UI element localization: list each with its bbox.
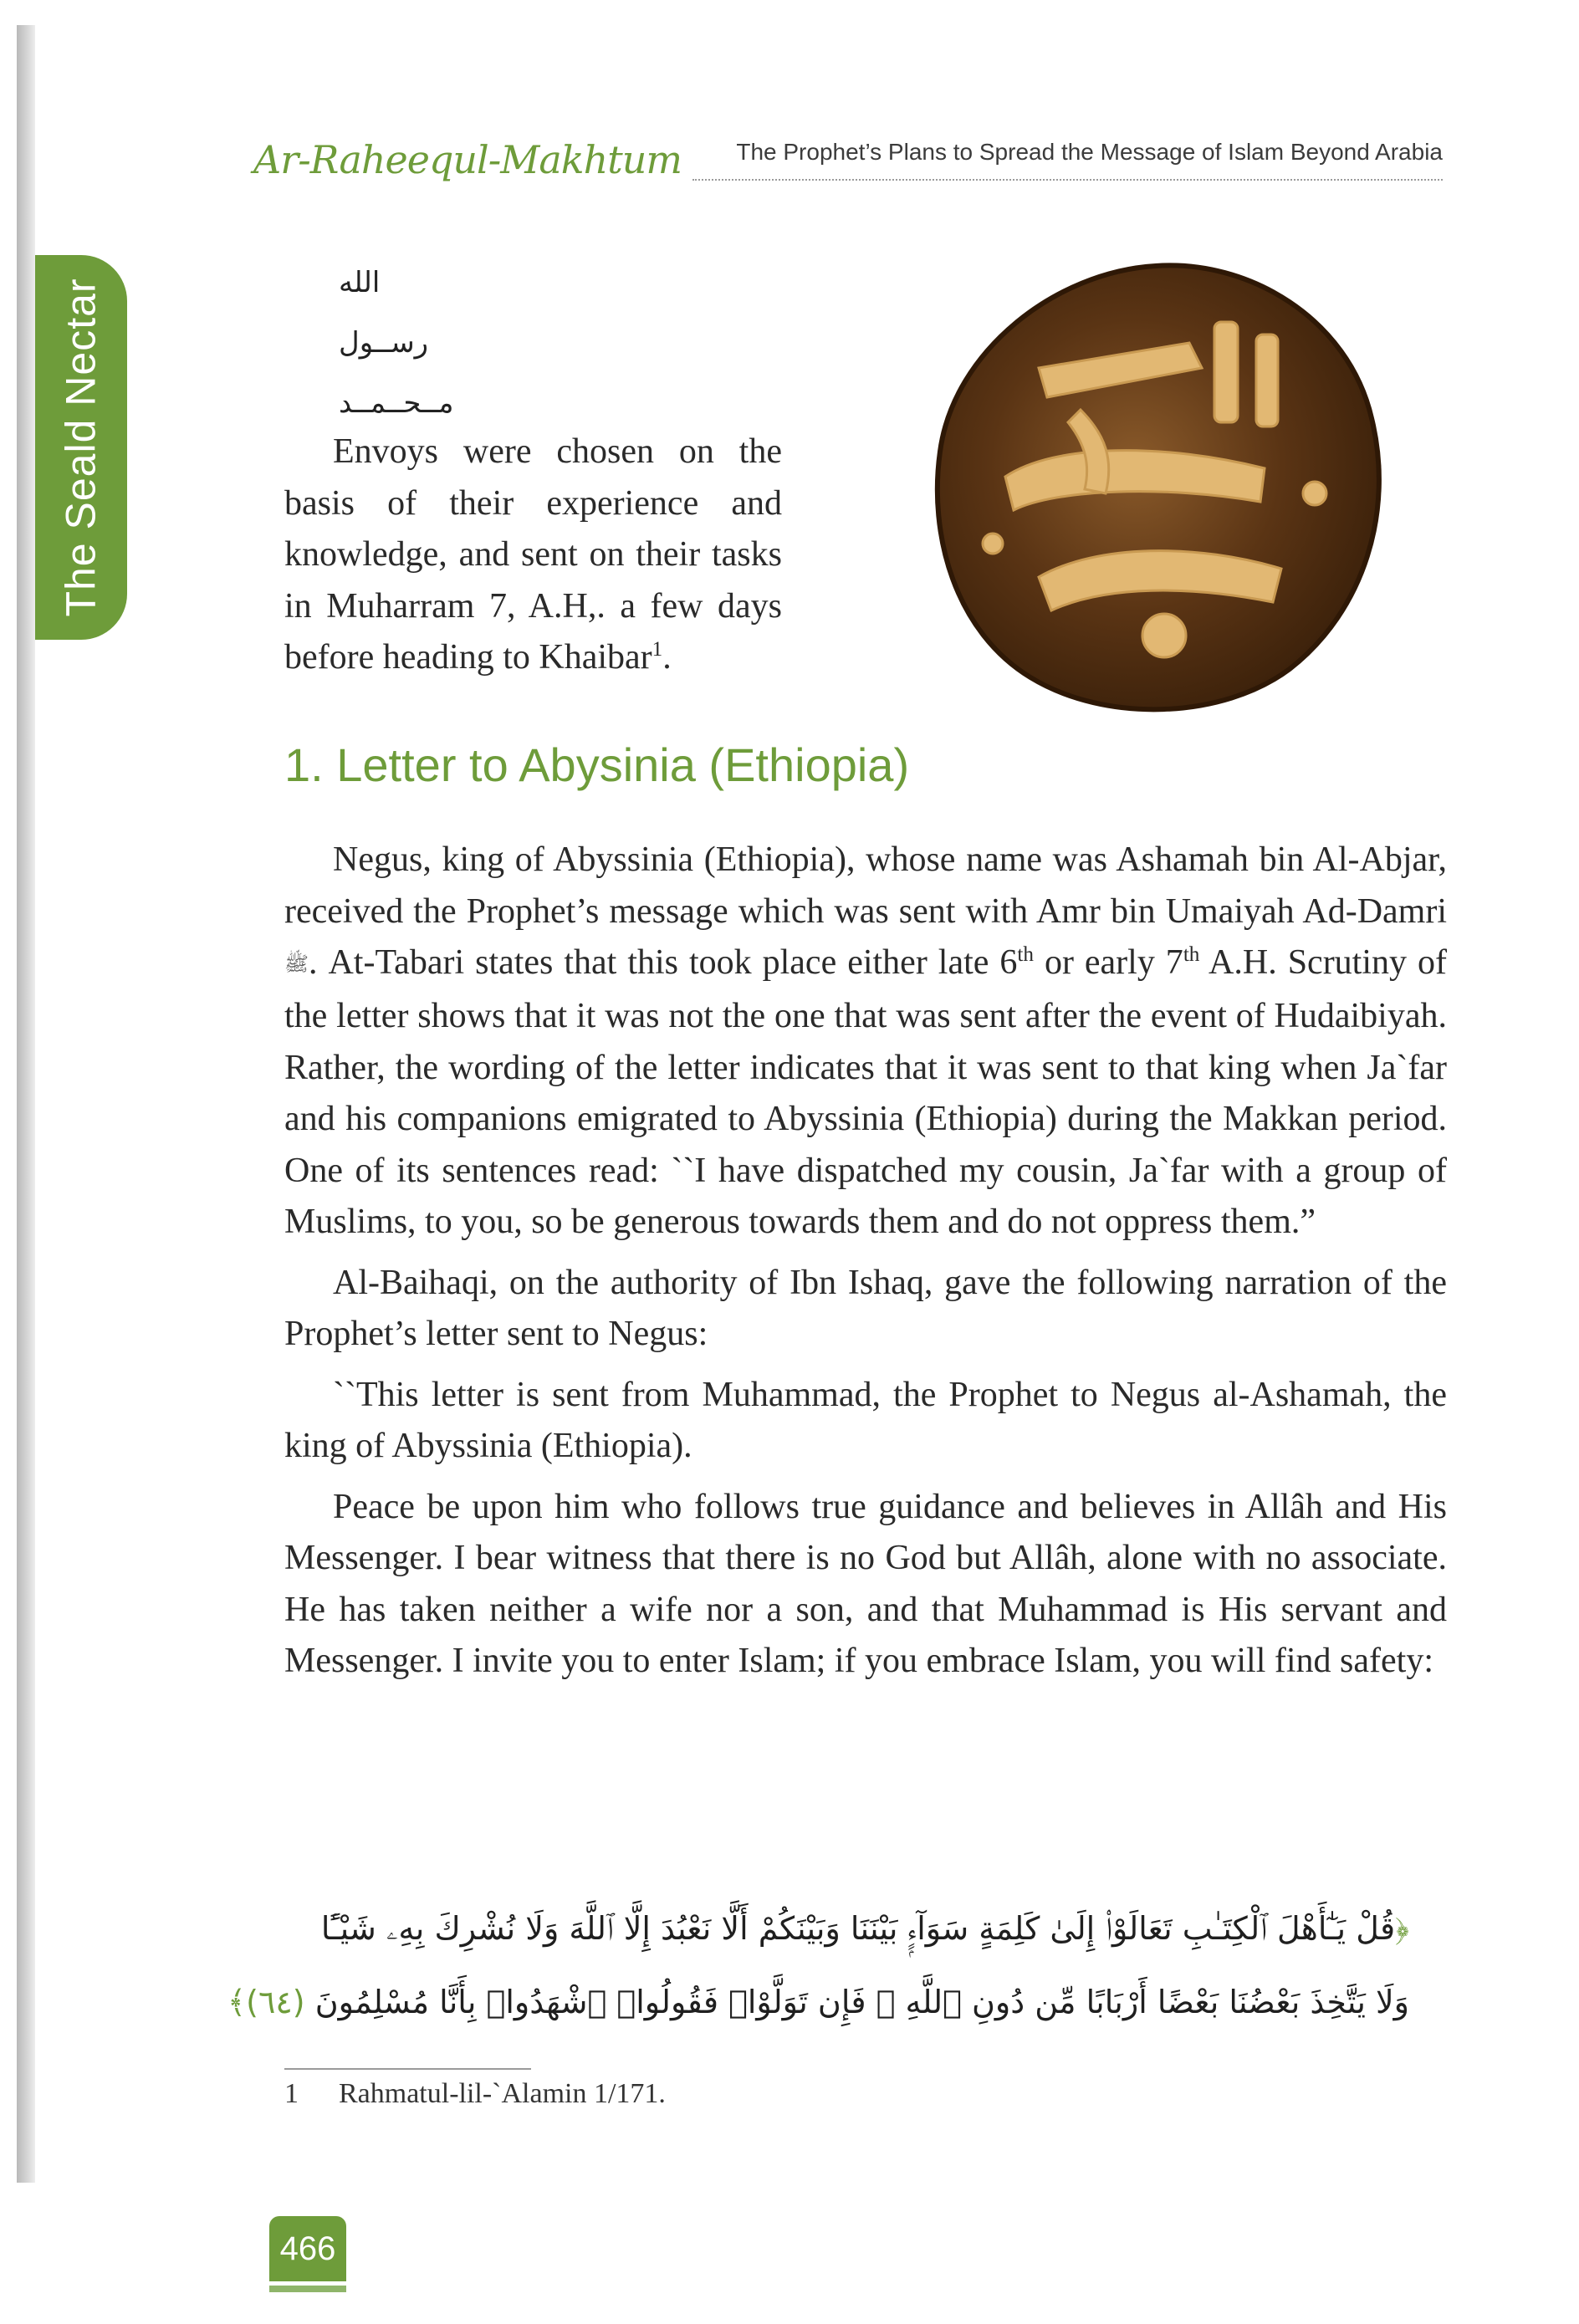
page-number-badge — [269, 2216, 346, 2281]
left-margin-rule — [17, 25, 35, 2183]
intro-end: . — [662, 638, 672, 677]
ayah-number: ٦٤ — [258, 1984, 293, 2020]
body-paragraph-2: Al-Baihaqi, on the authority of Ibn Ishaq, gave the following narration of the Prophet’s letter sent to Negus: — [284, 1263, 1447, 1354]
book-title-vertical: The Seald Nectar — [58, 278, 105, 617]
verse-line-2-text: وَلَا يَتَّخِذَ بَعْضُنَا بَعْضًا أَرْبَابًا مِّن دُونِ ٱللَّهِ ۚ فَإِن تَوَلَّوْا۟ فَقُولُوا۟ ٱشْهَدُوا۟ بِأَنَّا مُسْلِمُونَ — [314, 1984, 1409, 2020]
footnote-text: Rahmatul-lil-`Alamin 1/171. — [339, 2078, 666, 2109]
p1-b: . At-Tabari states that this took place either late 6 — [309, 943, 1018, 982]
verse-line-1 — [320, 1892, 1409, 1965]
seal-glyph-stroke — [1214, 322, 1238, 422]
seal-glyph-dot — [1303, 482, 1326, 505]
prophet-seal-image — [913, 243, 1398, 728]
footnote-ref[interactable]: 1 — [652, 638, 663, 661]
seal-glyph-dot — [983, 534, 1003, 554]
p1-a: Negus, king of Abyssinia (Ethiopia), whose name was Ashamah bin Al-Abjar, received the Prophet’s message which was sent with Amr bin Umaiyah Ad-Damri — [284, 840, 1447, 931]
chapter-title: The Prophet’s Plans to Spread the Message of Islam Beyond Arabia — [736, 139, 1443, 165]
running-header — [253, 125, 1443, 188]
body-text — [284, 835, 1447, 1697]
p1-sup1: th — [1017, 943, 1034, 966]
p1-c: or early 7 — [1033, 943, 1183, 982]
intro-paragraph — [284, 426, 782, 684]
side-book-tab — [35, 255, 127, 640]
page-badge-underline — [269, 2286, 346, 2292]
honorific-icon: ﷺ — [284, 953, 309, 976]
footnote-number: 1 — [284, 2078, 299, 2109]
seal-glyph-dot — [1142, 614, 1186, 657]
footnote-rule — [284, 2068, 531, 2070]
seal-line-allah: الله — [339, 266, 381, 299]
seal-line-muhammad: مــحــمــد — [339, 386, 454, 420]
body-paragraph-1 — [284, 835, 1447, 1249]
quran-verse — [227, 1892, 1409, 2039]
book-logo: Ar-Raheequl-Makhtum — [253, 137, 682, 182]
footnote — [284, 2078, 666, 2110]
p1-sup2: th — [1183, 943, 1200, 966]
section-heading: 1. Letter to Abysinia (Ethiopia) — [284, 738, 910, 791]
header-dotted-rule — [692, 179, 1443, 181]
ayah-number-badge: (٦٤) — [246, 1984, 305, 2020]
page-number: 466 — [279, 2230, 336, 2267]
body-paragraph-4: Peace be upon him who follows true guidance and believes in Allâh and His Messenger. I bear witness that there is no God but Allâh, alone with no associate. He has taken neither a wife nor a son, and that Muhammad is His servant and Messenger. I invite you to enter Islam; if you embrace Islam, you will find safety: — [284, 1487, 1447, 1681]
verse-close-bracket: ﴾ — [227, 1984, 247, 2020]
seal-line-rasul: رســول — [339, 326, 429, 360]
intro-text: Envoys were chosen on the basis of their experience and knowledge, and sent on their tasks in Muharram 7, A.H,. a few days before heading to Khaibar — [284, 432, 782, 677]
verse-line-1-text: قُلْ يَـٰٓأَهْلَ ٱلْكِتَـٰبِ تَعَالَوْا۟ إِلَىٰ كَلِمَةٍ سَوَآءٍۭ بَيْنَنَا وَبَيْنَكُمْ أَلَّا نَعْبُدَ إِلَّا ٱللَّهَ وَلَا نُشْرِكَ بِهِۦ شَيْـًٔا — [320, 1910, 1396, 1947]
p1-d: A.H. Scrutiny of the letter shows that it was not the one that was sent after the event of Hudaibiyah. Rather, the wording of the letter indicates that it was sent to that king when Ja`far and his companions emigrated to Abyssinia (Ethiopia) during the Makkan period. One of its sentences read: ``I have dispatched my cousin, Ja`far with a group of Muslims, to you, so be generous towards them and do not oppress them.” — [284, 943, 1447, 1242]
seal-text-lines — [339, 253, 489, 433]
seal-glyph-stroke — [1256, 335, 1278, 426]
verse-open-bracket: ﴿ — [1395, 1910, 1409, 1947]
body-paragraph-3: ``This letter is sent from Muhammad, the Prophet to Negus al-Ashamah, the king of Abyssinia (Ethiopia). — [284, 1375, 1447, 1466]
verse-line-2 — [227, 1965, 1409, 2039]
